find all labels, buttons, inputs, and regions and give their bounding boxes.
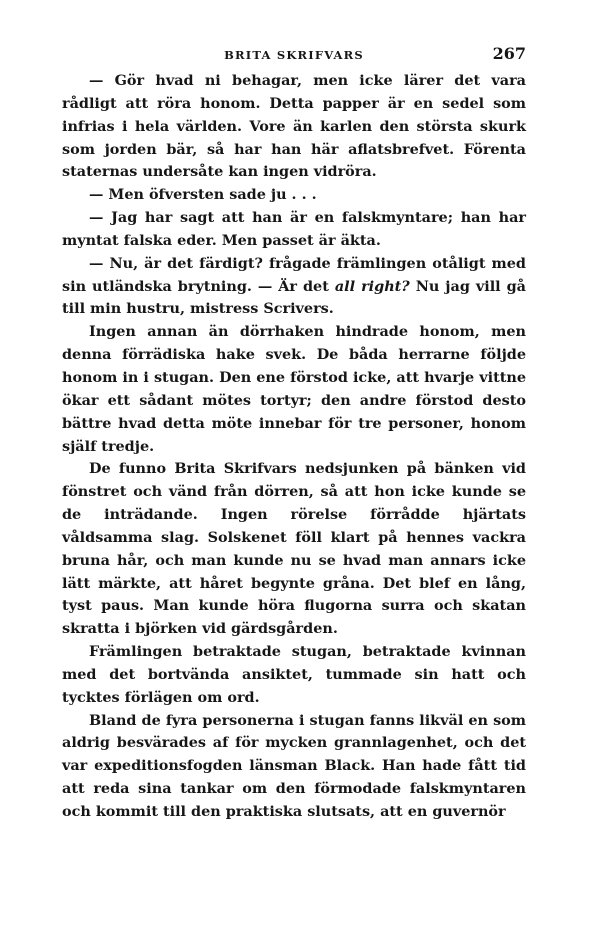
- body-text: [62, 70, 526, 824]
- paragraph: [62, 253, 526, 322]
- paragraph: Bland de fyra personerna i stugan fanns likväl en som aldrig besvärades af för mycken grannlagenhet, och det var expeditionsfogden länsman Black. Han hade fått tid att reda sina tankar om den förmodade falskmyntaren och kommit till den praktiska slutsats, att en guvernör: [62, 711, 526, 820]
- paragraph: — Jag har sagt att han är en falskmyntare; han har myntat falska eder. Men passet är äkta.: [62, 209, 526, 249]
- paragraph-text: Nu jag vill gå till min hustru, mistress Scrivers.: [62, 277, 526, 318]
- italic-phrase: all right?: [334, 277, 410, 295]
- paragraph: De funno Brita Skrifvars nedsjunken på bänken vid fönstret och vänd från dörren, så att hon icke kunde se de inträdande. Ingen rörelse förrådde hjärtats våldsamma slag. Solskenet föll klart på hennes vackra bruna hår, och man kunde nu se hvad man annars icke lätt märkte, att håret begynte gråna. Det blef en lång, tyst paus. Man kunde höra flugorna surra och skatan skratta i björken vid gärdsgården.: [62, 460, 526, 638]
- page-header: [62, 44, 526, 70]
- paragraph-text: — Nu, är det färdigt? frågade främlingen otåligt med sin utländska brytning. — Är det: [62, 254, 526, 295]
- paragraph: — Men öfversten sade ju . . .: [89, 186, 317, 204]
- book-page: [62, 44, 526, 824]
- paragraph: — Gör hvad ni behagar, men icke lärer det vara rådligt att röra honom. Detta papper är en sedel som infrias i hela världen. Vore än karlen den största skurk som jorden bär, så har han här aflatsbrefvet. Förenta staternas undersåte kan ingen vidröra.: [62, 72, 526, 181]
- paragraph: Främlingen betraktade stugan, betraktade kvinnan med det bortvända ansiktet, tummade sin hatt och tycktes förlägen om ord.: [62, 643, 526, 706]
- running-head: BRITA SKRIFVARS: [224, 48, 364, 62]
- paragraph: Ingen annan än dörrhaken hindrade honom, men denna förrädiska hake svek. De båda herrarne följde honom in i stugan. Den ene förstod icke, att hvarje vittne ökar ett sådant mötes tortyr; den andre förstod desto bättre hvad detta möte innebar för tre personer, honom själf tredje.: [62, 323, 526, 455]
- page-number: 267: [492, 44, 526, 63]
